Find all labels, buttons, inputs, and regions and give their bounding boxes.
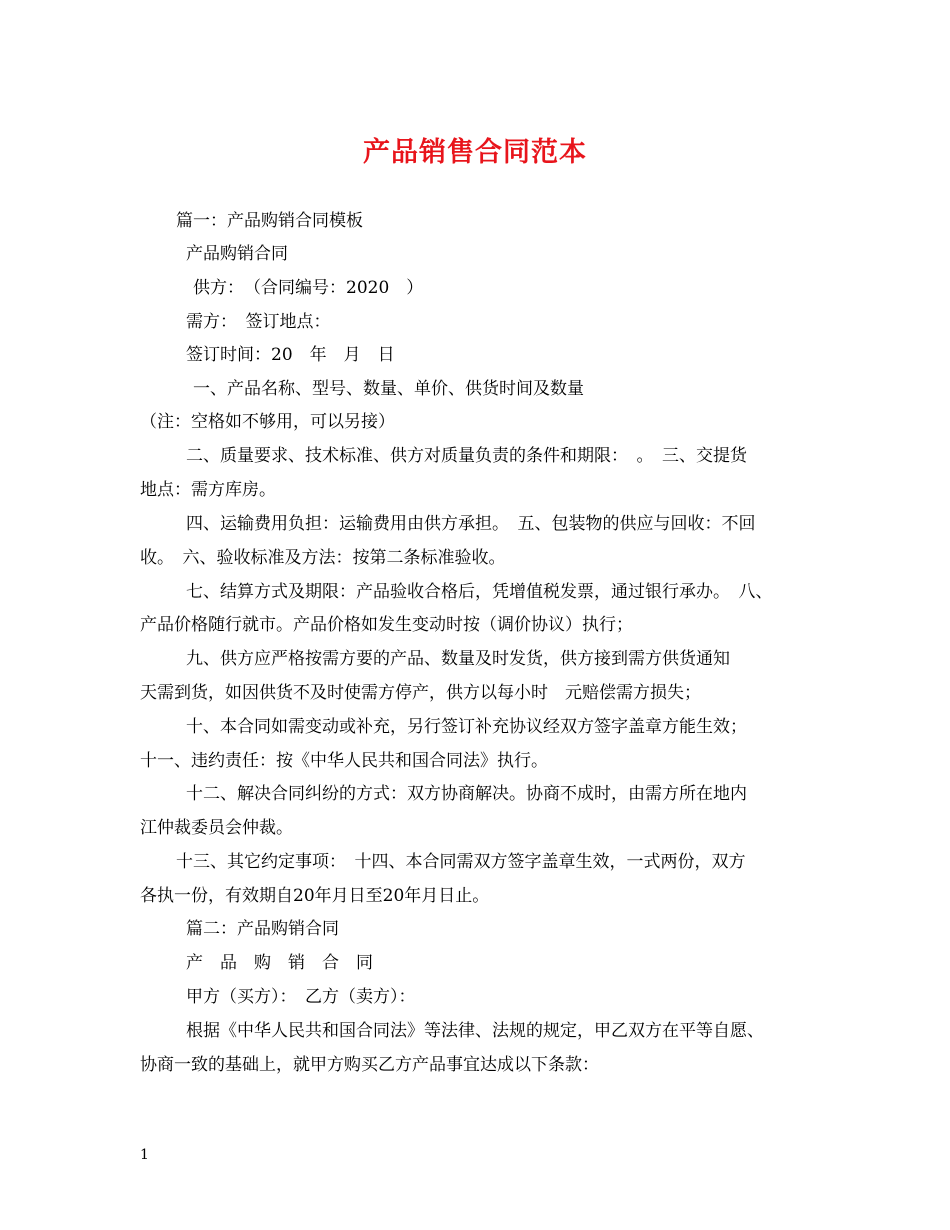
text-line: 需方： 签订地点： <box>186 312 331 332</box>
text-line: 协商一致的基础上，就甲方购买乙方产品事宜达成以下条款： <box>140 1055 599 1075</box>
text-line: 各执一份，有效期自20年月日至20年月日止。 <box>140 886 490 906</box>
document-title: 产品销售合同范本 <box>363 137 587 168</box>
text-line: 地点：需方库房。 <box>140 480 276 500</box>
text-line: 产 品 购 销 合 同 <box>186 953 373 973</box>
text-line: 十、本合同如需变动或补充，另行签订补充协议经双方签字盖章方能生效； <box>186 717 747 737</box>
text-line: 甲方（买方）： 乙方（卖方）： <box>186 987 416 1007</box>
text-line: 九、供方应严格按需方要的产品、数量及时发货，供方接到需方供货通知 <box>186 649 730 669</box>
page-number: 1 <box>140 1147 149 1163</box>
text-line: 江仲裁委员会仲裁。 <box>140 818 293 838</box>
text-line: 根据《中华人民共和国合同法》等法律、法规的规定，甲乙双方在平等自愿、 <box>186 1021 764 1041</box>
text-line: 十三、其它约定事项： 十四、本合同需双方签字盖章生效，一式两份，双方 <box>176 852 746 872</box>
text-line: （注：空格如不够用，可以另接） <box>140 412 395 432</box>
text-line: 十一、违约责任：按《中华人民共和国合同法》执行。 <box>140 751 548 771</box>
text-line: 供方： （合同编号：2020 ） <box>193 278 424 298</box>
text-line: 产品价格随行就市。产品价格如发生变动时按（调价协议）执行； <box>140 615 633 635</box>
text-line: 十二、解决合同纠纷的方式：双方协商解决。协商不成时，由需方所在地内 <box>186 784 747 804</box>
text-line: 一、产品名称、型号、数量、单价、供货时间及数量 <box>193 379 584 399</box>
text-line: 二、质量要求、技术标准、供方对质量负责的条件和期限： 。 三、交提货 <box>186 446 747 466</box>
text-line: 收。 六、验收标准及方法：按第二条标准验收。 <box>140 548 506 568</box>
text-line: 篇一：产品购销合同模板 <box>176 211 363 231</box>
text-line: 签订时间：20 年 月 日 <box>186 345 395 365</box>
text-line: 篇二：产品购销合同 <box>186 919 339 939</box>
text-line: 产品购销合同 <box>186 244 288 264</box>
text-line: 天需到货，如因供货不及时使需方停产，供方以每小时 元赔偿需方损失； <box>140 683 701 703</box>
text-line: 七、结算方式及期限：产品验收合格后，凭增值税发票，通过银行承办。 八、 <box>186 582 773 602</box>
text-line: 四、运输费用负担：运输费用由供方承担。 五、包装物的供应与回收：不回 <box>186 514 756 534</box>
